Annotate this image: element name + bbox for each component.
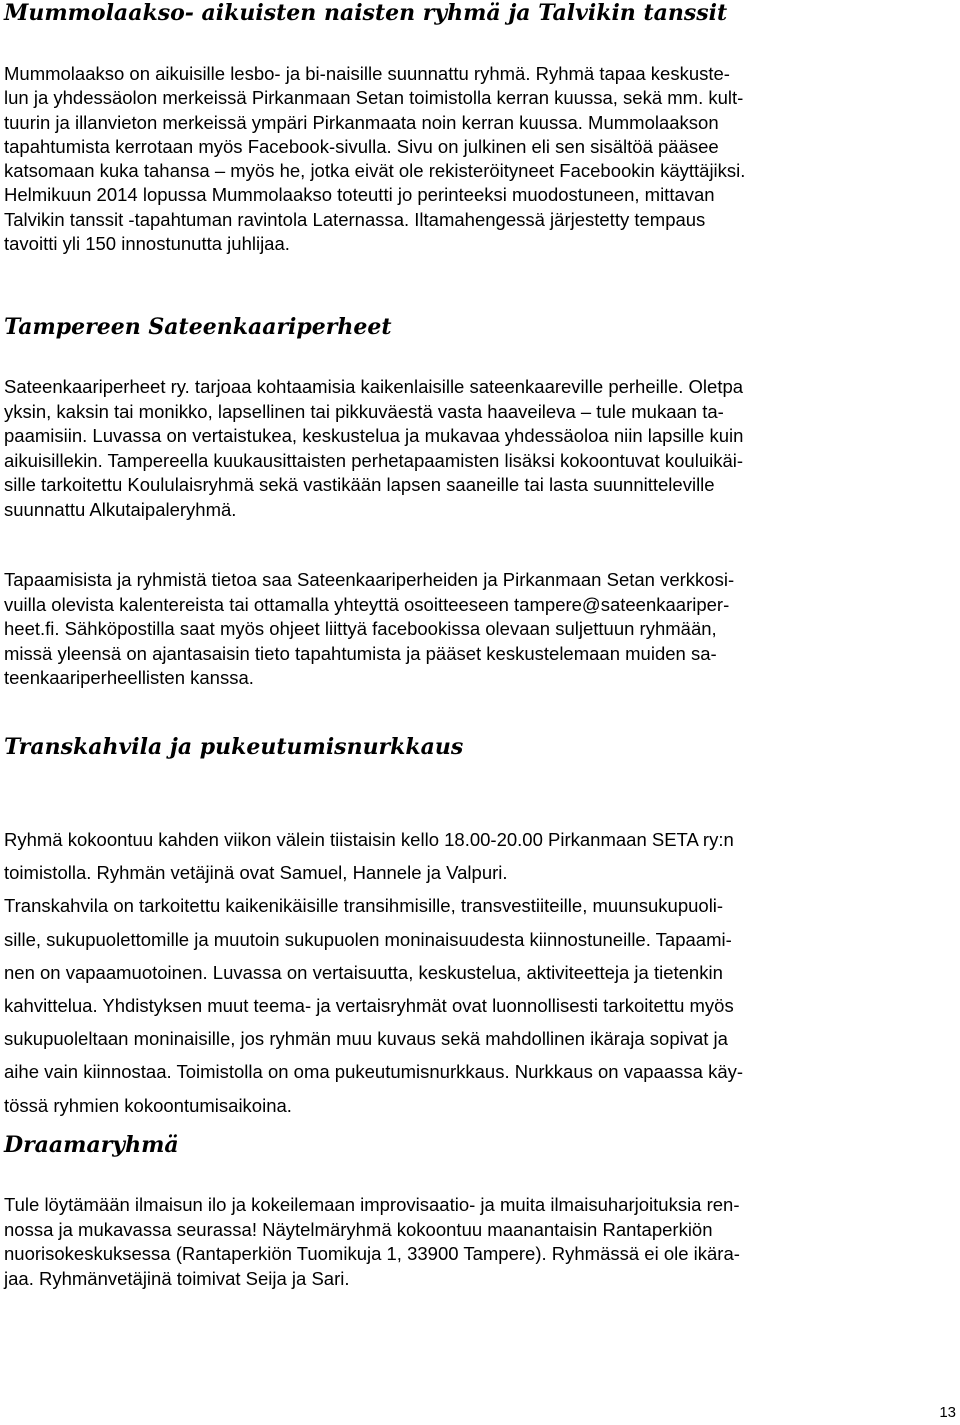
text-line: nossa ja mukavassa seurassa! Näytelmäryhmä kokoontuu maanantaisin Rantaperkiön [4,1218,713,1240]
text-line: tavoitti yli 150 innostunutta juhlijaa. [4,233,290,255]
text-line: tössä ryhmien kokoontumisaikoina. [4,1094,292,1116]
text-line: Sateenkaariperheet ry. tarjoaa kohtaamisia kaikenlaisille sateenkaareville perheille. Oletpa [4,376,744,397]
text-line: Tapaamisista ja ryhmistä tietoa saa Sateenkaariperheiden ja Pirkanmaan Setan verkkosi- [4,569,735,590]
text-line: aihe vain kiinnostaa. Toimistolla on oma pukeutumisnurkkaus. Nurkkaus on vapaassa käy- [4,1061,744,1083]
text-line: Talvikin tanssit -tapahtuman ravintola Laternassa. Iltamahengessä järjestetty tempaus [4,208,706,230]
text-line: lun ja yhdessäolon merkeissä Pirkanmaan Setan toimistolla kerran kuussa, sekä mm. kult- [4,87,744,109]
text-line: Tule löytämään ilmaisun ilo ja kokeilemaan improvisaatio- ja muita ilmaisuharjoituksia ren- [4,1194,740,1215]
text-line: suunnattu Alkutaipaleryhmä. [4,498,237,520]
heading-transkahvila: Transkahvila ja pukeutumisnurkkaus [4,734,464,760]
text-line: yksin, kaksin tai monikko, lapsellinen tai pikkuväestä vasta haaveileva – tule mukaan ta- [4,400,724,422]
heading-sateenkaariperheet: Tampereen Sateenkaariperheet [4,314,392,340]
text-line: katsomaan kuka tahansa – myös he, jotka eivät ole rekisteröityneet Facebookin käyttäjiksi. [4,160,746,182]
text-line: nen on vapaamuotoinen. Luvassa on vertaisuutta, keskustelua, aktiviteetteja ja tietenkin [4,961,723,983]
text-line: Mummolaakso on aikuisille lesbo- ja bi-naisille suunnattu ryhmä. Ryhmä tapaa keskuste- [4,63,730,84]
heading-draamaryhma: Draamaryhmä [4,1132,179,1158]
text-line: teenkaariperheellisten kanssa. [4,667,254,689]
text-line: sille tarkoitettu Koululaisryhmä sekä vastikään lapsen saaneille tai lasta suunnitteleville [4,474,715,496]
paragraph-sateenkaariperheet-1 [4,375,956,523]
text-line: tapahtumista kerrotaan myös Facebook-sivulla. Sivu on julkinen eli sen sisältöä pääsee [4,135,719,157]
text-line: tuurin ja illanvieton merkeissä ympäri Pirkanmaata noin kerran kuussa. Mummolaakson [4,111,719,133]
text-line: sukupuoleltaan moninaisille, jos ryhmän muu kuvaus sekä mahdollinen ikäraja sopivat ja [4,1028,728,1050]
page-number: 13 [939,1404,956,1421]
text-line: kahvittelua. Yhdistyksen muut teema- ja vertaisryhmät ovat luonnollisesti tarkoitettu myös [4,995,734,1017]
text-line: Transkahvila on tarkoitettu kaikenikäisille transihmisille, transvestiiteille, muunsukupuoli- [4,895,724,917]
paragraph-transkahvila [4,823,956,1122]
text-line: vuilla olevista kalentereista tai ottamalla yhteyttä osoitteeseen tampere@sateenkaariper- [4,593,730,615]
text-line: jaa. Ryhmänvetäjinä toimivat Seija ja Sari. [4,1267,350,1289]
heading-mummolaakso: Mummolaakso- aikuisten naisten ryhmä ja Talvikin tanssit [4,0,728,26]
text-line: sille, sukupuolettomille ja muutoin sukupuolen moninaisuudesta kiinnostuneille. Tapaami- [4,928,732,950]
text-line: nuorisokeskuksessa (Rantaperkiön Tuomikuja 1, 33900 Tampere). Ryhmässä ei ole ikära- [4,1243,740,1265]
paragraph-draamaryhma [4,1193,956,1291]
text-line: aikuisillekin. Tampereella kuukausittaisten perhetapaamisten lisäksi kokoontuvat kouluikäi- [4,449,744,471]
text-line: toimistolla. Ryhmän vetäjinä ovat Samuel, Hannele ja Valpuri. [4,862,508,884]
text-line: paamisiin. Luvassa on vertaistukea, keskustelua ja mukavaa yhdessäoloa niin lapsille kuin [4,425,744,447]
text-line: missä yleensä on ajantasaisin tieto tapahtumista ja pääset keskustelemaan muiden sa- [4,642,717,664]
paragraph-sateenkaariperheet-2 [4,568,956,691]
text-line: heet.fi. Sähköpostilla saat myös ohjeet liittyä facebookissa olevaan suljettuun ryhmään, [4,618,717,640]
text-line: Helmikuun 2014 lopussa Mummolaakso toteutti jo perinteeksi muodostuneen, mittavan [4,184,715,206]
text-line: Ryhmä kokoontuu kahden viikon välein tiistaisin kello 18.00-20.00 Pirkanmaan SETA ry:n [4,829,734,850]
paragraph-mummolaakso [4,62,956,256]
